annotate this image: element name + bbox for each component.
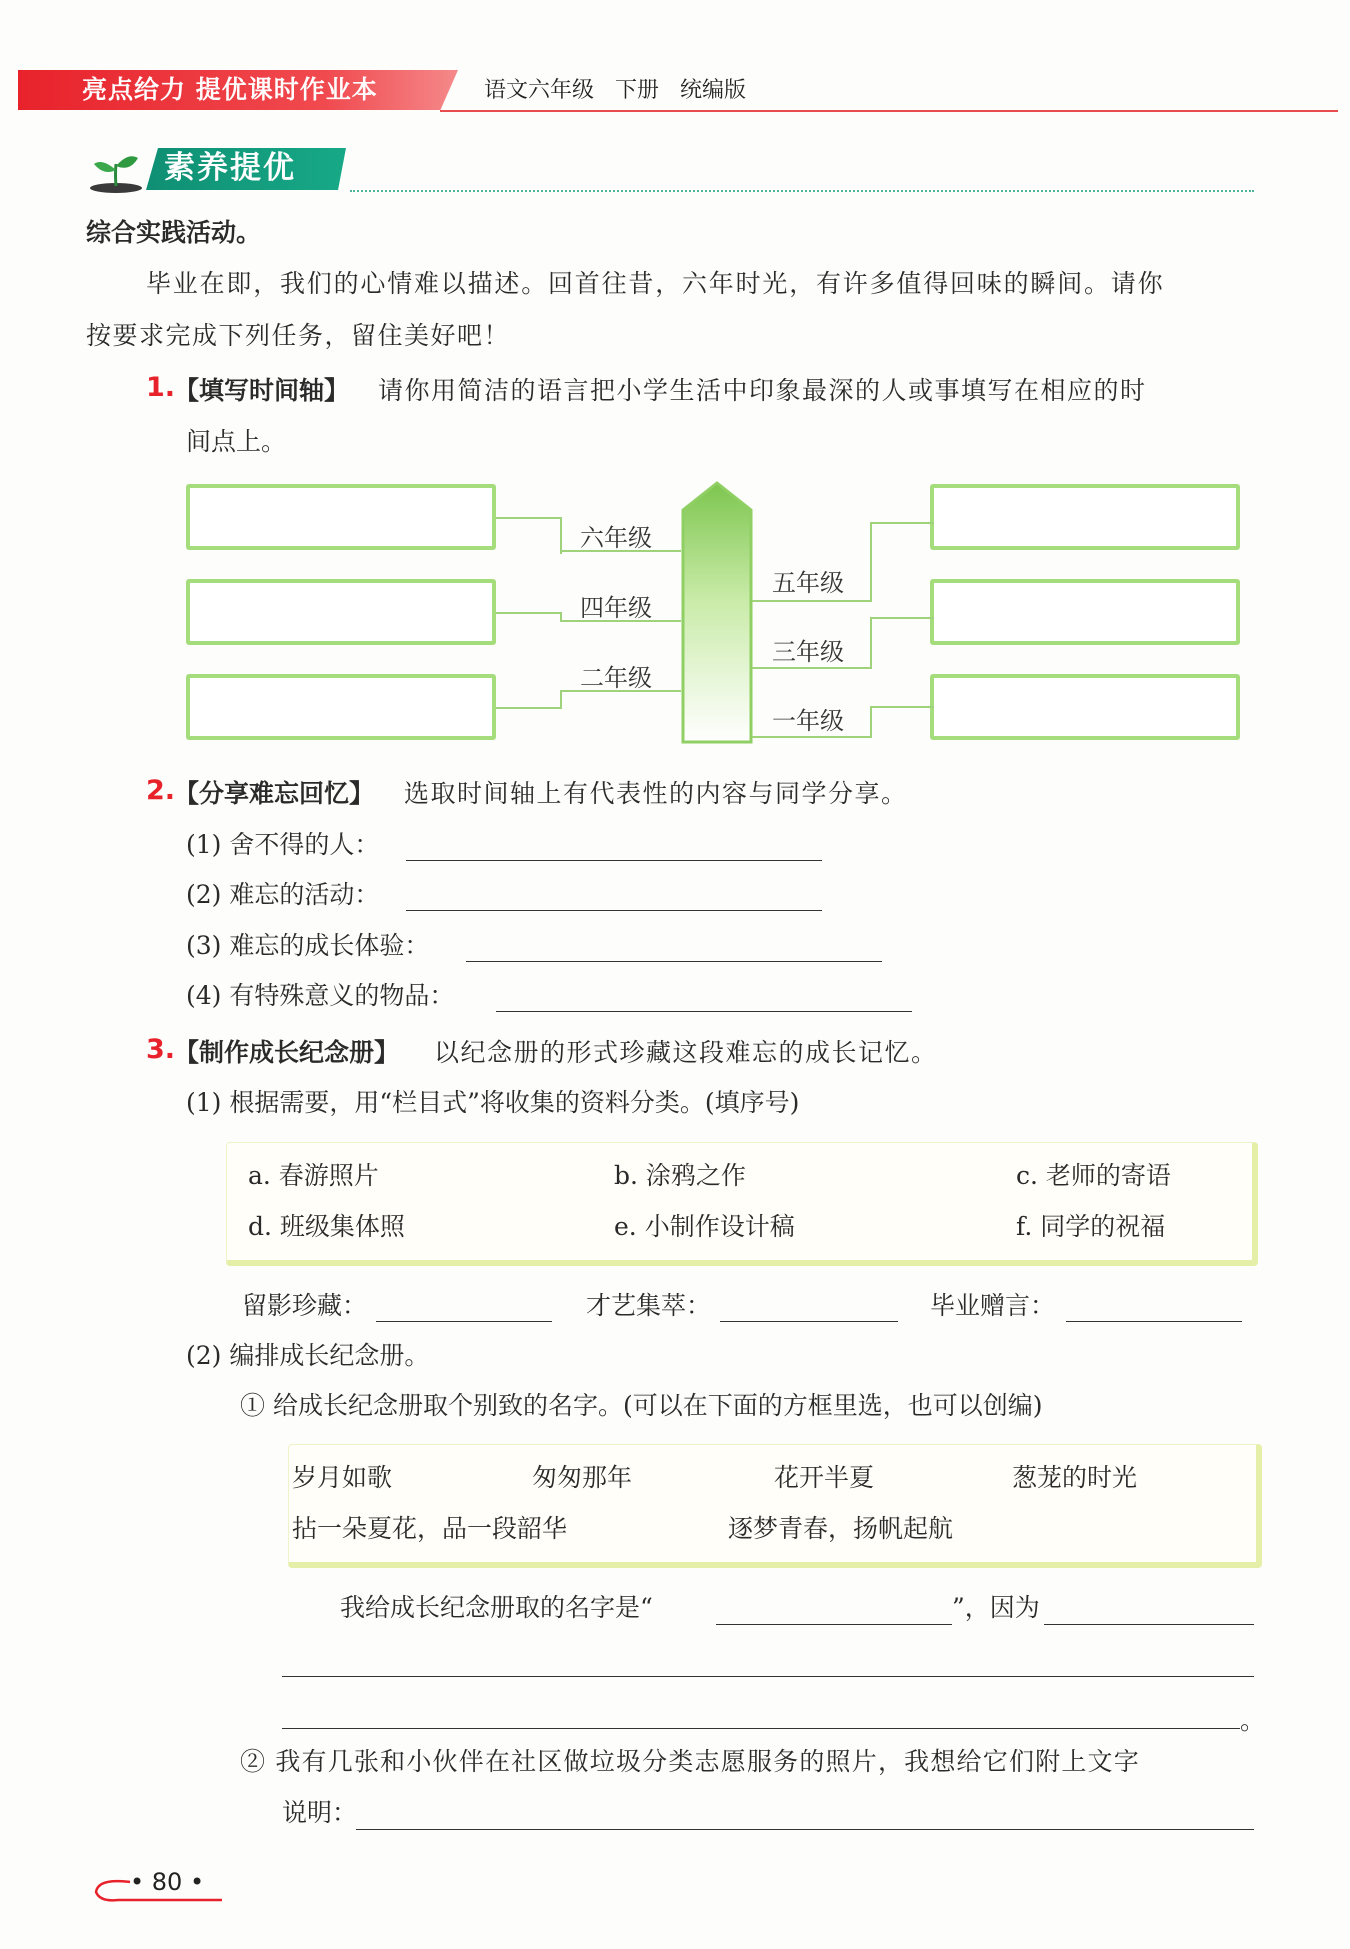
q3-text: 以纪念册的形式珍藏这段难忘的成长记忆。 [434,1038,938,1067]
header-rule [440,110,1338,112]
header-brand: 亮点给力 提优课时作业本 [82,75,378,104]
category-photos-answer[interactable] [376,1321,552,1322]
option-e: e. 小制作设计稿 [614,1212,795,1241]
connector-grade5 [870,522,934,602]
timeline-box-grade4[interactable] [186,579,496,645]
option-a: a. 春游照片 [248,1161,379,1190]
category-photos: 留影珍藏： [242,1291,368,1320]
category-farewell-answer[interactable] [1066,1321,1242,1322]
q1-tag: 【填写时间轴】 [174,376,350,405]
intro-heading: 综合实践活动。 [86,218,262,247]
q3-number: 3. [146,1034,176,1065]
intro-para-1: 毕业在即，我们的心情难以描述。回首往昔，六年时光，有许多值得回味的瞬间。请你 [146,269,1165,298]
header-info: 语文六年级 下册 统编版 [484,78,746,103]
q3-sub1: (1) 根据需要，用“栏目式”将收集的资料分类。(填序号) [186,1088,800,1117]
option-c: c. 老师的寄语 [1016,1161,1171,1190]
fill-prefix: 我给成长纪念册取的名字是“ [340,1593,653,1622]
q2-answer-3[interactable] [466,961,882,962]
name-option-2: 匆匆那年 [532,1463,633,1492]
connector-grade1 [870,706,934,738]
reason-answer-3[interactable] [282,1728,1240,1729]
reason-period: 。 [1240,1706,1266,1735]
q3-tag: 【制作成长纪念册】 [174,1038,400,1067]
fill-mid: ”，因为 [952,1593,1040,1622]
timeline-box-grade5[interactable] [930,484,1240,550]
q2-number: 2. [146,775,176,806]
name-option-1: 岁月如歌 [292,1463,393,1492]
connector-grade4 [496,612,562,622]
q1-text-1: 请你用简洁的语言把小学生活中印象最深的人或事填写在相应的时 [378,376,1147,405]
connector-grade3-base [752,667,870,669]
timeline-box-grade3[interactable] [930,579,1240,645]
q2-answer-4[interactable] [496,1011,912,1012]
name-option-4: 葱茏的时光 [1012,1463,1138,1492]
q1-text-2: 间点上。 [186,427,287,456]
q2-answer-2[interactable] [406,910,822,911]
category-talent-answer[interactable] [720,1321,898,1322]
name-option-6: 逐梦青春，扬帆起航 [728,1514,954,1543]
category-talent: 才艺集萃： [586,1291,712,1320]
q2-answer-1[interactable] [406,860,822,861]
connector-grade1-base [752,736,870,738]
q2-item-4: (4) 有特殊意义的物品： [186,981,455,1010]
connector-grade5-base [752,600,870,602]
sprout-icon [86,146,146,196]
timeline-box-grade2[interactable] [186,674,496,740]
q2-item-3: (3) 难忘的成长体验： [186,931,430,960]
q3-sub2: (2) 编排成长纪念册。 [186,1341,430,1370]
grade-label-6: 六年级 [580,524,652,552]
q3-step1: ① 给成长纪念册取个别致的名字。(可以在下面的方框里选，也可以创编) [240,1391,1043,1420]
timeline-box-grade1[interactable] [930,674,1240,740]
connector-grade3 [870,617,934,669]
connector-grade6 [496,517,562,554]
q2-item-2: (2) 难忘的活动： [186,880,380,909]
section-title: 素养提优 [164,150,296,186]
q2-text: 选取时间轴上有代表性的内容与同学分享。 [404,779,908,808]
q3-step2-2: 说明： [282,1798,358,1827]
reason-answer-2[interactable] [282,1676,1254,1677]
name-option-5: 拈一朵夏花，品一段韶华 [292,1514,568,1543]
timeline-arrow [680,480,754,744]
grade-label-2: 二年级 [580,664,652,692]
page-number: • 80 • [130,1868,205,1896]
grade-label-3: 三年级 [772,638,844,666]
album-name-answer[interactable] [716,1624,952,1625]
grade-label-5: 五年级 [772,569,844,597]
q1-number: 1. [146,372,176,403]
q2-item-1: (1) 舍不得的人： [186,830,380,859]
intro-para-2: 按要求完成下列任务，留住美好吧！ [86,321,511,350]
section-divider [350,190,1254,192]
grade-label-4: 四年级 [580,594,652,622]
q2-tag: 【分享难忘回忆】 [174,779,375,808]
option-d: d. 班级集体照 [248,1212,405,1241]
name-option-3: 花开半夏 [774,1463,875,1492]
reason-answer-1[interactable] [1044,1624,1254,1625]
grade-label-1: 一年级 [772,707,844,735]
q3-step2-1: ② 我有几张和小伙伴在社区做垃圾分类志愿服务的照片，我想给它们附上文字 [240,1747,1140,1776]
caption-answer[interactable] [356,1829,1254,1830]
option-b: b. 涂鸦之作 [614,1161,746,1190]
option-f: f. 同学的祝福 [1016,1212,1166,1241]
connector-grade2 [496,690,562,709]
category-farewell: 毕业赠言： [930,1291,1056,1320]
timeline-box-grade6[interactable] [186,484,496,550]
